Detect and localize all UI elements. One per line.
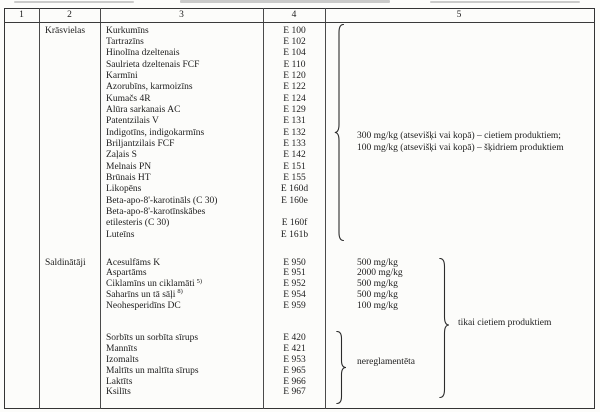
scan-artifact (14, 1, 134, 3)
additive-name: Mannīts (106, 344, 138, 355)
additive-name: Melnais PN (106, 161, 152, 172)
additive-code: E 142 (283, 150, 306, 161)
footnote-ref: 5) (196, 277, 203, 285)
additive-code: E 966 (283, 376, 306, 387)
additive-code: E 100 (283, 25, 306, 36)
additive-name: Izomalts (106, 354, 139, 365)
solid-products-note: tikai cietiem produktiem (458, 317, 552, 328)
category-label-colorants: Krāsvielas (45, 25, 86, 36)
additive-code: E 952 (283, 279, 306, 290)
scan-artifact (430, 1, 580, 3)
additive-name: Saulrieta dzeltenais FCF (106, 59, 200, 70)
additive-code: E 950 (283, 257, 306, 268)
additive-name: Likopēns (106, 184, 142, 195)
additive-name: Zaļais S (106, 150, 137, 161)
additive-code: E 161b (280, 229, 309, 240)
additive-code: E 129 (283, 104, 306, 115)
additive-name: Hinolīna dzeltenais (106, 48, 180, 59)
colorants-limit-note-line-2: 100 mg/kg (atsevišķi vai kopā) – šķidriem produktiem (357, 142, 564, 153)
additive-code: E 124 (283, 93, 306, 104)
header-col-3: 3 (179, 10, 184, 20)
additive-name: Kumačs 4R (106, 93, 151, 104)
additive-name: Azorubīns, karmoizīns (106, 82, 193, 93)
additive-name: Maltīts un maltīta sīrups (106, 365, 199, 376)
additive-name: Kurkumīns (106, 25, 149, 36)
additive-name: Karmīni (106, 70, 138, 81)
additive-code: E 160d (280, 184, 309, 195)
additive-code: E 102 (283, 36, 306, 47)
additive-name: Acesulfāms K (106, 257, 161, 268)
header-divider (4, 22, 595, 23)
header-col-5: 5 (456, 10, 462, 20)
header-col-2: 2 (67, 10, 72, 20)
additive-code: E 132 (283, 127, 306, 138)
category-label-sweeteners: Saldinātāji (45, 257, 86, 268)
scan-artifact (180, 0, 390, 3)
additive-name: Neohesperidīns DC (106, 300, 181, 311)
additive-name: Beta-apo-8'-karotīnskābes (106, 207, 206, 218)
additive-name: Beta-apo-8'-karotināls (C 30) (106, 195, 218, 206)
additive-code: E 160f (281, 218, 308, 229)
additive-code: E 959 (283, 300, 306, 311)
additive-name: etilesteris (C 30) (106, 218, 170, 229)
additive-code: E 151 (283, 161, 306, 172)
additive-name: Aspartāms (106, 268, 147, 279)
additive-name: Indigotīns, indigokarmīns (106, 127, 205, 138)
solid-products-brace-icon (439, 258, 450, 399)
additive-code: E 421 (283, 344, 306, 355)
additive-name: Luteīns (106, 229, 135, 240)
column-divider-2 (100, 8, 101, 409)
additive-code: E 131 (283, 116, 306, 127)
additive-name: Tartrazīns (106, 36, 144, 47)
additive-name: Ciklamīns un ciklamāti $^{5)}$ (106, 277, 203, 290)
additive-code: E 953 (283, 354, 306, 365)
additive-code: E 155 (283, 173, 306, 184)
colorants-brace-icon (334, 24, 345, 242)
additive-limit: 500 mg/kg (357, 279, 398, 290)
additive-name: Sorbīts un sorbīta sīrups (106, 333, 199, 344)
additive-code: E 104 (283, 48, 306, 59)
additive-name: Alūra sarkanais AC (106, 104, 181, 115)
additive-limit: 100 mg/kg (357, 300, 398, 311)
additive-code: E 110 (283, 59, 306, 70)
additive-name: Brūnais HT (106, 173, 151, 184)
column-divider-4 (325, 8, 326, 409)
unregulated-note: nereglamentēta (357, 357, 416, 367)
additive-limit: 500 mg/kg (357, 289, 398, 300)
additive-limit: 500 mg/kg (357, 257, 398, 268)
footnote-ref: 8) (177, 288, 183, 296)
colorants-limit-note-line-1: 300 mg/kg (atsevišķi vai kopā) – cietiem produktiem; (357, 130, 561, 141)
additive-name: Laktīts (106, 376, 133, 387)
additive-name: Ksilīts (106, 387, 131, 398)
additive-code: E 965 (283, 365, 306, 376)
additive-limit: 2000 mg/kg (357, 268, 403, 279)
additive-code: E 160e (281, 195, 308, 206)
additive-code: E 951 (283, 268, 306, 279)
additive-name: Saharīns un tā sāļi $^{8)}$ (106, 288, 183, 300)
unregulated-brace-icon (336, 331, 347, 405)
additive-code: E 122 (283, 82, 306, 93)
header-col-4: 4 (291, 10, 297, 20)
additive-name: Patentzilais V (106, 116, 159, 127)
additive-code: E 133 (283, 139, 306, 149)
additive-code: E 120 (283, 70, 306, 81)
additive-code: E 954 (283, 289, 306, 300)
additive-code: E 420 (283, 333, 306, 344)
additive-code: E 967 (283, 387, 306, 398)
header-col-1: 1 (19, 10, 24, 20)
column-divider-1 (39, 8, 40, 409)
additive-name: Briljantzilais FCF (106, 139, 175, 149)
